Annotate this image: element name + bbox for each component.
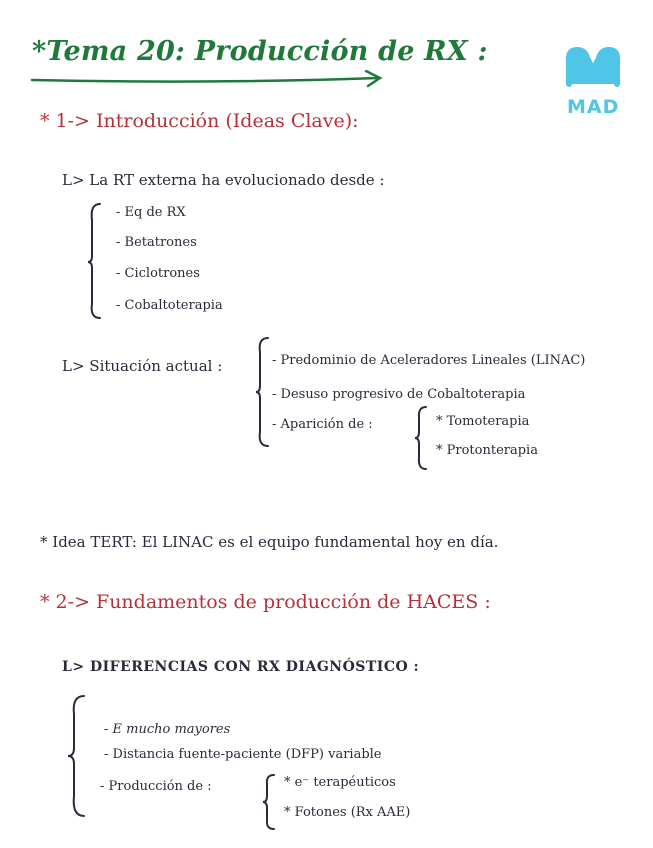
current-item: - Predominio de Aceleradores Lineales (LINAC) [272, 353, 586, 368]
produccion-sub-item: * Fotones (Rx AAE) [284, 805, 411, 820]
current-situation-brace [254, 334, 274, 450]
aparicion-sub-item: * Protonterapia [436, 443, 538, 458]
aparicion-sub-item: * Tomoterapia [436, 414, 530, 429]
differences-brace [66, 692, 90, 822]
page-title: *Tema 20: Producción de RX : [32, 36, 488, 67]
evolution-item: - Eq de RX [116, 205, 186, 220]
differences-item: - E mucho mayores [104, 722, 231, 737]
produccion-brace [262, 772, 278, 832]
evolution-lead: L> La RT externa ha evolucionado desde : [62, 171, 385, 189]
evolution-brace [86, 200, 106, 322]
title-underline-arrow [30, 70, 390, 90]
key-idea: * Idea TERT: El LINAC es el equipo fundamental hoy en día. [40, 533, 499, 551]
evolution-item: - Cobaltoterapia [116, 298, 223, 313]
evolution-item: - Ciclotrones [116, 266, 200, 281]
current-item: - Desuso progresivo de Cobaltoterapia [272, 387, 526, 402]
differences-item: - Distancia fuente-paciente (DFP) variable [104, 747, 382, 762]
current-situation-lead: L> Situación actual : [62, 357, 223, 375]
differences-lead: L> DIFERENCIAS CON RX DIAGNÓSTICO : [62, 659, 420, 675]
produccion-sub-item: * e⁻ terapéuticos [284, 775, 396, 790]
section-1-heading: * 1-> Introducción (Ideas Clave): [40, 110, 359, 132]
logo-text: MAD [567, 96, 620, 118]
aparicion-brace [414, 404, 430, 472]
differences-item: - Producción de : [100, 779, 212, 794]
evolution-item: - Betatrones [116, 235, 197, 250]
section-2-heading: * 2-> Fundamentos de producción de HACES : [40, 591, 491, 613]
current-item: - Aparición de : [272, 417, 373, 432]
